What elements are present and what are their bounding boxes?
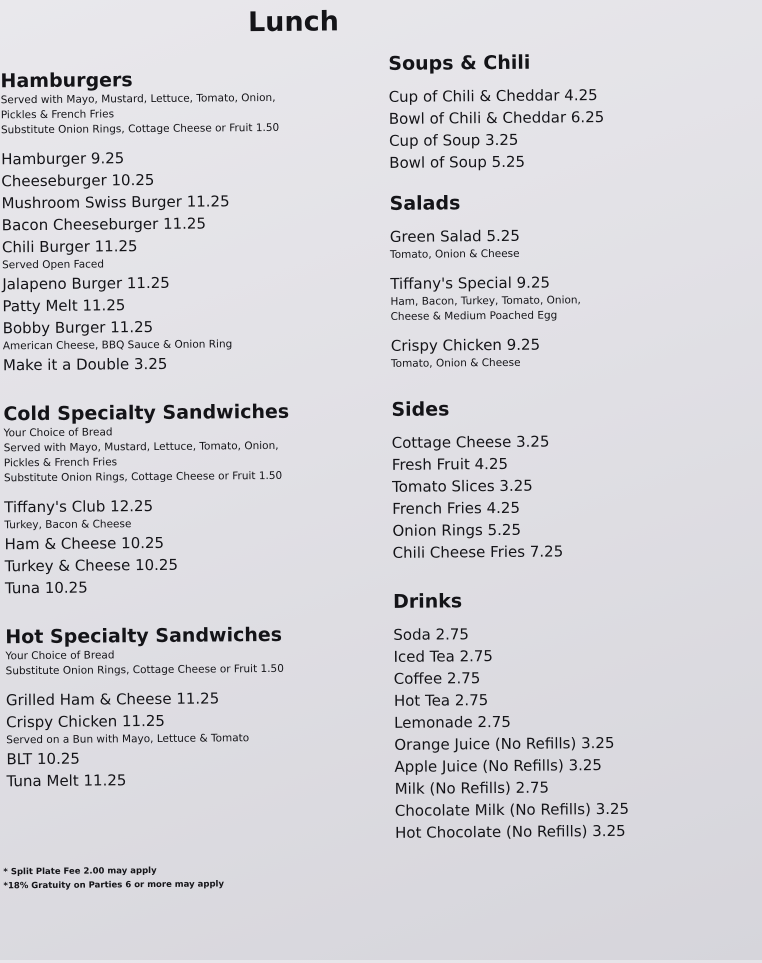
menu-item: Iced Tea 2.75: [393, 647, 494, 666]
section-note: Your Choice of Bread: [3, 426, 113, 440]
menu-item: Patty Melt 11.25: [2, 296, 126, 316]
item-description: Cheese & Medium Poached Egg: [390, 309, 558, 323]
menu-item: Tiffany's Club 12.25: [4, 496, 154, 517]
menu-item: Bowl of Soup 5.25: [389, 152, 526, 172]
menu-item: Cup of Soup 3.25: [388, 130, 519, 150]
menu-title: Lunch: [247, 6, 340, 39]
menu-item: Tuna 10.25: [4, 578, 88, 598]
menu-item: Crispy Chicken 9.25: [390, 335, 541, 355]
menu-item: Turkey & Cheese 10.25: [4, 555, 179, 576]
menu-item: Hamburger 9.25: [1, 149, 125, 169]
section-note: Substitute Onion Rings, Cottage Cheese or Fruit 1.50: [3, 469, 283, 485]
menu-item: Jalapeno Burger 11.25: [2, 273, 170, 294]
section-title: Soups & Chili: [388, 51, 531, 75]
left-column: [0, 66, 386, 792]
item-description: Served Open Faced: [2, 258, 105, 272]
section-title: Salads: [389, 192, 461, 215]
menu-item: Cheeseburger 10.25: [1, 170, 155, 191]
cold-sandwiches-section: [3, 399, 385, 599]
section-note: Pickles & French Fries: [0, 108, 115, 122]
menu-item: Soda 2.75: [393, 625, 470, 644]
menu-item: Bobby Burger 11.25: [2, 317, 154, 338]
section-note: Substitute Onion Rings, Cottage Cheese or Fruit 1.50: [5, 662, 284, 678]
section-note: Served with Mayo, Mustard, Lettuce, Tomato, Onion,: [0, 91, 276, 107]
menu-item: Onion Rings 5.25: [392, 520, 522, 540]
section-title: Cold Specialty Sandwiches: [3, 400, 290, 426]
section-note: Substitute Onion Rings, Cottage Cheese or Fruit 1.50: [0, 121, 280, 137]
section-title: Sides: [391, 398, 450, 421]
menu-item: Apple Juice (No Refills) 3.25: [394, 756, 602, 776]
menu-footer: [3, 863, 224, 893]
menu-item: Tiffany's Special 9.25: [390, 273, 551, 293]
menu-item: Lemonade 2.75: [394, 712, 511, 732]
soups-section: [388, 49, 754, 174]
menu-item: Orange Juice (No Refills) 3.25: [394, 733, 615, 754]
menu-item: Ham & Cheese 10.25: [4, 533, 165, 554]
menu-item: Fresh Fruit 4.25: [391, 454, 509, 474]
item-description: Tomato, Onion & Cheese: [389, 247, 520, 261]
menu-item: Bowl of Chili & Cheddar 6.25: [388, 108, 605, 128]
menu-item: Coffee 2.75: [393, 669, 481, 688]
item-description: Served on a Bun with Mayo, Lettuce & Tomato: [6, 732, 250, 747]
menu-item: Chili Cheese Fries 7.25: [392, 542, 564, 562]
menu-item: Tuna Melt 11.25: [6, 771, 127, 791]
sides-section: [391, 395, 757, 564]
menu-item: Hot Tea 2.75: [393, 691, 489, 710]
menu-item: Make it a Double 3.25: [2, 354, 168, 375]
menu-item: Hot Chocolate (No Refills) 3.25: [395, 821, 626, 842]
right-column: [388, 49, 760, 844]
menu-item: Green Salad 5.25: [389, 226, 520, 246]
drinks-section: [393, 587, 760, 844]
item-description: Ham, Bacon, Turkey, Tomato, Onion,: [390, 294, 581, 308]
menu-item: Cottage Cheese 3.25: [391, 432, 550, 452]
hamburgers-section: [0, 66, 383, 376]
section-title: Hot Specialty Sandwiches: [5, 623, 283, 649]
menu-item: French Fries 4.25: [392, 498, 521, 518]
menu-item: Chili Burger 11.25: [1, 237, 138, 257]
item-description: American Cheese, BBQ Sauce & Onion Ring: [2, 338, 233, 353]
menu-item: BLT 10.25: [6, 749, 80, 769]
menu-item: Grilled Ham & Cheese 11.25: [5, 689, 220, 710]
salads-section: [389, 189, 756, 372]
section-note: Pickles & French Fries: [3, 456, 118, 470]
menu-item: Tomato Slices 3.25: [391, 476, 533, 496]
section-title: Hamburgers: [0, 69, 133, 93]
footnote: *18% Gratuity on Parties 6 or more may apply: [3, 879, 225, 892]
section-title: Drinks: [392, 590, 463, 613]
menu-item: Milk (No Refills) 2.75: [394, 778, 550, 798]
section-note: Your Choice of Bread: [5, 649, 115, 663]
menu-item: Mushroom Swiss Burger 11.25: [1, 192, 230, 213]
item-description: Tomato, Onion & Cheese: [390, 356, 521, 370]
menu-item: Bacon Cheeseburger 11.25: [1, 214, 207, 235]
hot-sandwiches-section: [5, 622, 386, 792]
section-note: Served with Mayo, Mustard, Lettuce, Tomato, Onion,: [3, 439, 279, 455]
footnote: * Split Plate Fee 2.00 may apply: [3, 865, 157, 878]
menu-item: Crispy Chicken 11.25: [6, 711, 165, 732]
menu-item: Chocolate Milk (No Refills) 3.25: [394, 799, 630, 820]
item-description: Turkey, Bacon & Cheese: [4, 518, 132, 532]
menu-item: Cup of Chili & Cheddar 4.25: [388, 86, 598, 106]
